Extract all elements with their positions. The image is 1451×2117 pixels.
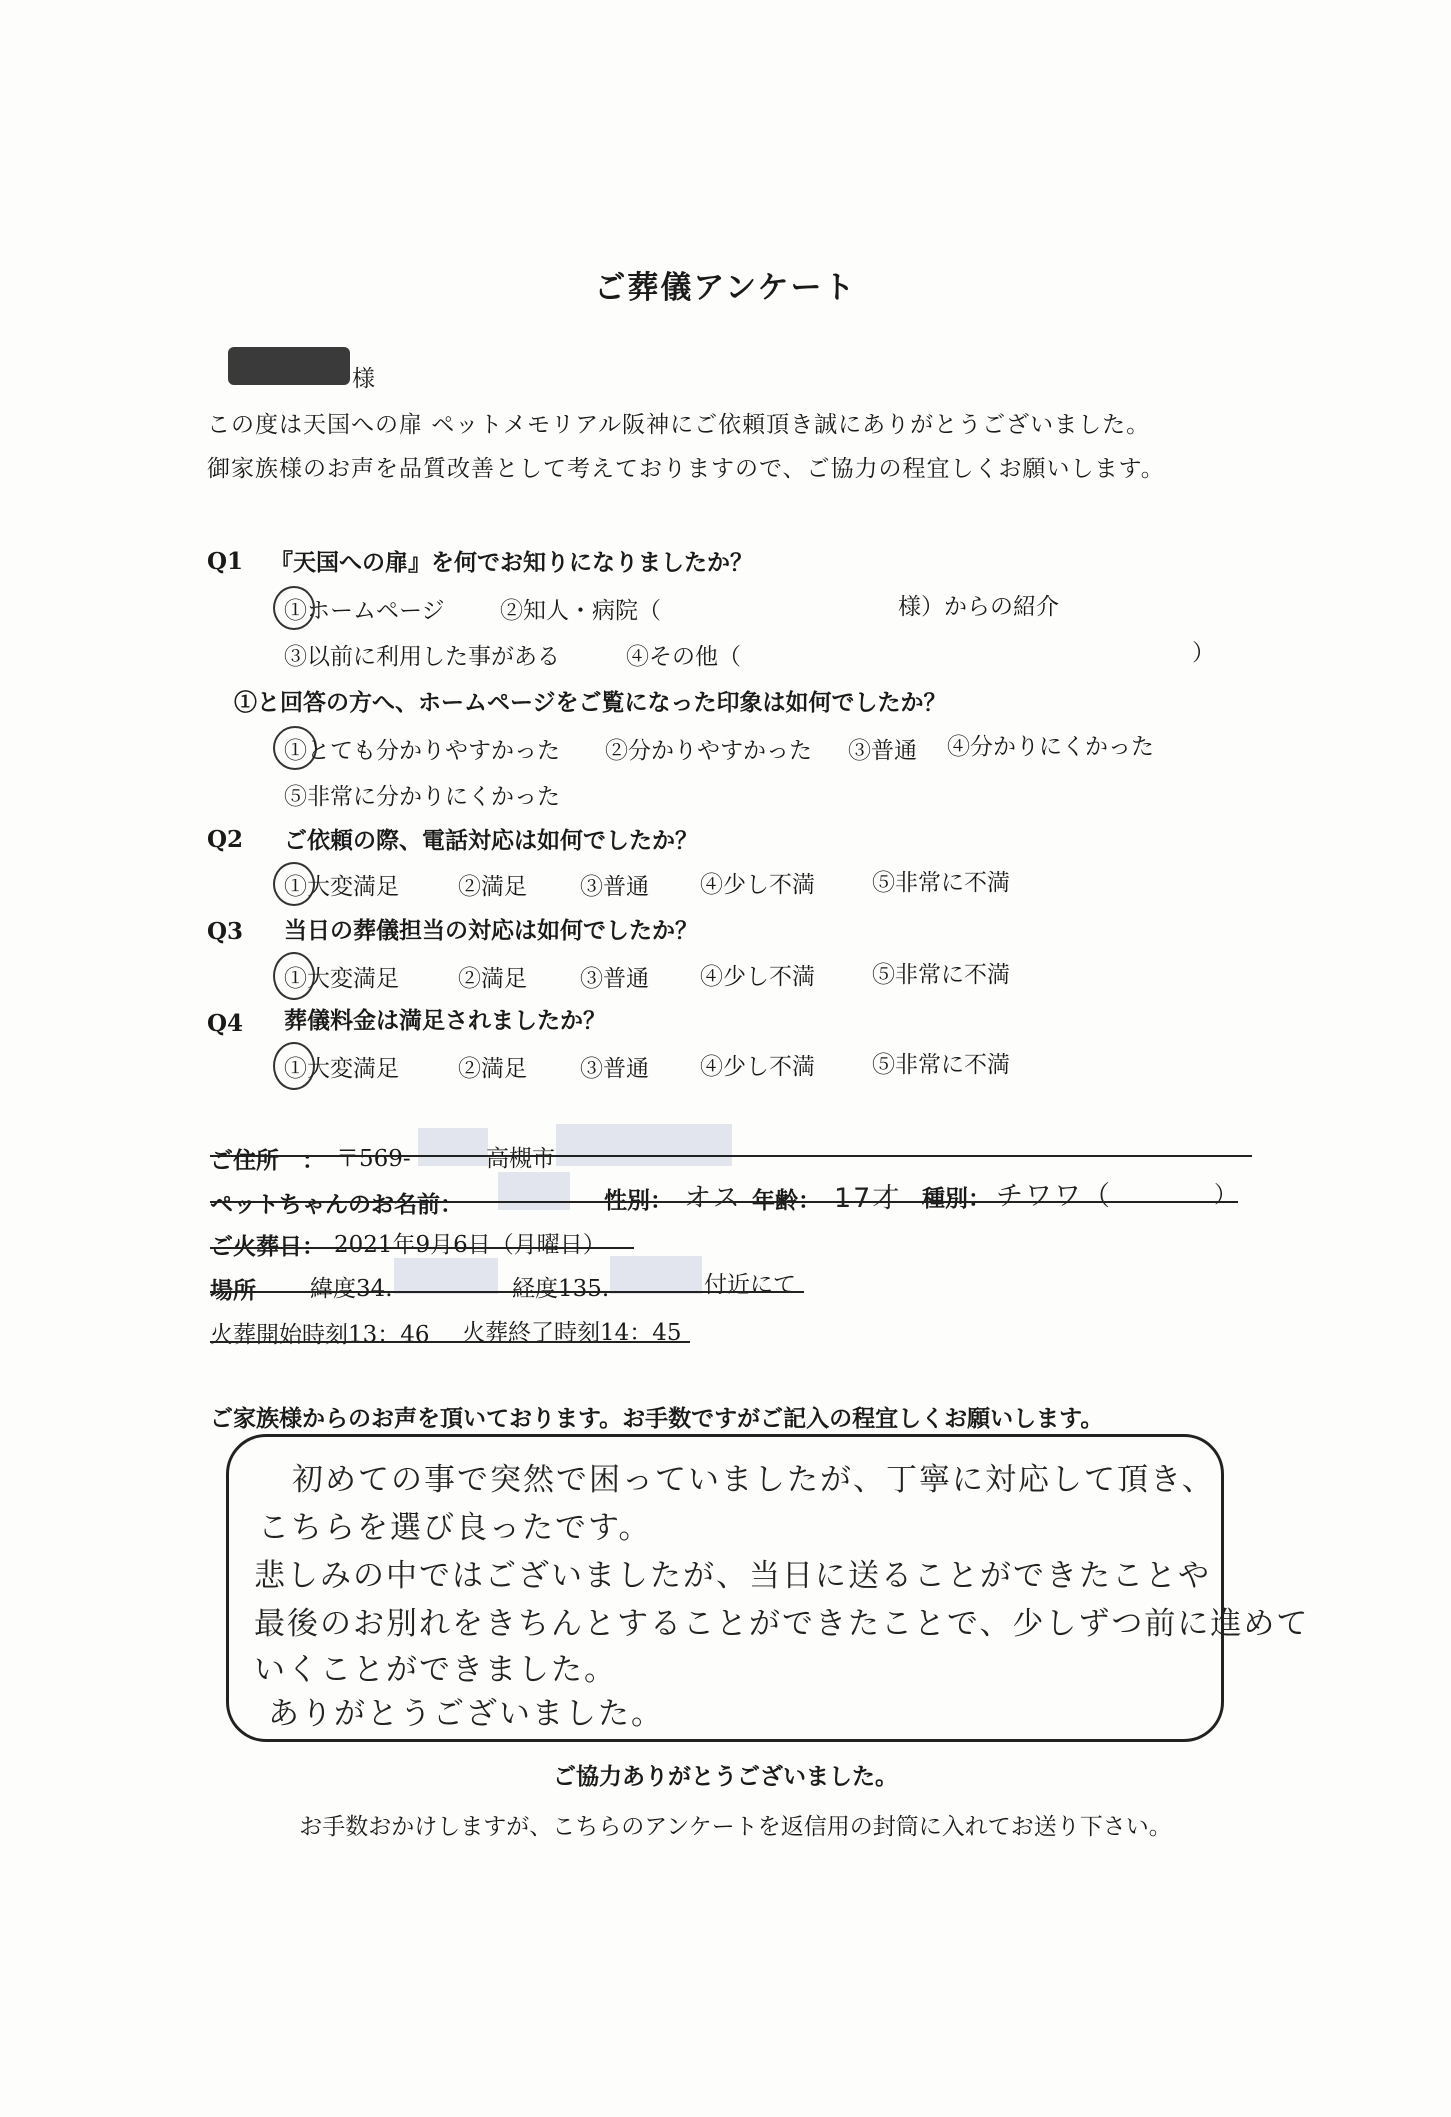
q1-option-3[interactable]: ③以前に利用した事がある xyxy=(284,644,560,670)
q2-option-4[interactable]: ④少し不満 xyxy=(700,872,815,898)
q1-sub-option-4[interactable]: ④分かりにくかった xyxy=(947,734,1154,760)
q1-sub-option-5[interactable]: ⑤非常に分かりにくかった xyxy=(284,784,560,810)
q1-option-2[interactable]: ②知人・病院（ xyxy=(500,598,661,624)
longitude[interactable]: 経度135. xyxy=(512,1276,610,1302)
q2-option-1[interactable]: ①大変満足 xyxy=(284,874,399,900)
q2-label: Q2 xyxy=(207,826,244,853)
q4-option-3[interactable]: ③普通 xyxy=(580,1056,649,1082)
q4-option-5[interactable]: ⑤非常に不満 xyxy=(872,1052,1010,1078)
q3-option-1[interactable]: ①大変満足 xyxy=(284,966,399,992)
intro-line-1: この度は天国への扉 ペットメモリアル阪神にご依頼頂き誠にありがとうございました。 xyxy=(207,412,1151,438)
salutation: 様 xyxy=(352,366,375,392)
q3-label: Q3 xyxy=(207,918,244,945)
redacted-latitude xyxy=(394,1258,498,1294)
redacted-longitude xyxy=(610,1256,702,1294)
q1-sub-option-2[interactable]: ②分かりやすかった xyxy=(605,738,812,764)
q3-option-3[interactable]: ③普通 xyxy=(580,966,649,992)
q1-option-1[interactable]: ①ホームページ xyxy=(284,598,445,624)
q4-label: Q4 xyxy=(207,1010,244,1037)
q3-option-2[interactable]: ②満足 xyxy=(458,966,527,992)
sex-label: 性別： xyxy=(604,1187,673,1214)
cremation-start-time[interactable]: 火葬開始時刻13：46 xyxy=(210,1322,430,1348)
q1-label: Q1 xyxy=(207,548,244,575)
address-underline xyxy=(210,1155,1252,1157)
q1-question: 『天国への扉』を何でお知りになりましたか？ xyxy=(270,549,753,576)
q4-option-4[interactable]: ④少し不満 xyxy=(700,1054,815,1080)
q4-question: 葬儀料金は満足されましたか？ xyxy=(284,1007,606,1034)
breed-value[interactable]: チワワ（ xyxy=(996,1181,1112,1212)
time-underline xyxy=(210,1341,690,1343)
q1-sub-question: ①と回答の方へ、ホームページをご覧になった印象は如何でしたか？ xyxy=(234,689,947,716)
comment-line-1: 初めての事で突然で困っていましたが、丁寧に対応して頂き、 xyxy=(292,1462,1215,1498)
cremation-date[interactable]: 2021年9月6日（月曜日） xyxy=(334,1232,606,1258)
date-label: ご火葬日： xyxy=(210,1233,325,1260)
cremation-end-time[interactable]: 火葬終了時刻14：45 xyxy=(462,1320,682,1346)
q1-sub-option-1[interactable]: ①とても分かりやすかった xyxy=(284,738,560,764)
age-label: 年齢： xyxy=(752,1187,821,1214)
comment-line-2: こちらを選び良ったです。 xyxy=(258,1510,652,1546)
comment-line-4: 最後のお別れをきちんとすることができたことで、少しずつ前に進めて xyxy=(254,1606,1310,1642)
q4-option-1[interactable]: ①大変満足 xyxy=(284,1056,399,1082)
sex-value[interactable]: オス xyxy=(684,1183,742,1214)
q3-question: 当日の葬儀担当の対応は如何でしたか？ xyxy=(284,917,698,944)
breed-label: 種別： xyxy=(922,1185,991,1212)
q4-option-2[interactable]: ②満足 xyxy=(458,1056,527,1082)
redacted-postal xyxy=(418,1128,488,1166)
q1-sub-option-3[interactable]: ③普通 xyxy=(848,738,917,764)
q1-option-4-close: ） xyxy=(1192,640,1215,666)
pet-name-label: ペットちゃんのお名前： xyxy=(210,1191,463,1218)
footer-thanks: ご協力ありがとうございました。 xyxy=(553,1763,898,1790)
redacted-pet-name xyxy=(498,1172,570,1210)
q2-question: ご依頼の際、電話対応は如何でしたか？ xyxy=(284,827,698,854)
q2-option-5[interactable]: ⑤非常に不満 xyxy=(872,870,1010,896)
place-suffix: 付近にて xyxy=(704,1272,796,1298)
q2-option-2[interactable]: ②満足 xyxy=(458,874,527,900)
age-value[interactable]: 17才 xyxy=(834,1183,902,1214)
date-underline xyxy=(210,1247,634,1249)
comment-line-5: いくことができました。 xyxy=(254,1652,617,1688)
breed-close: ） xyxy=(1214,1182,1237,1208)
q3-option-4[interactable]: ④少し不満 xyxy=(700,964,815,990)
comment-prompt: ご家族様からのお声を頂いております。お手数ですがご記入の程宜しくお願いします。 xyxy=(210,1405,1104,1432)
address-city[interactable]: 高槻市 xyxy=(486,1146,555,1172)
comment-line-6: ありがとうございました。 xyxy=(268,1696,664,1732)
q2-option-3[interactable]: ③普通 xyxy=(580,874,649,900)
q3-option-5[interactable]: ⑤非常に不満 xyxy=(872,962,1010,988)
intro-line-2: 御家族様のお声を品質改善として考えておりますので、ご協力の程宜しくお願いします。 xyxy=(207,456,1165,482)
survey-title: ご葬儀アンケート xyxy=(594,270,857,306)
q1-option-2-suffix: 様）からの紹介 xyxy=(898,594,1059,620)
place-underline xyxy=(210,1291,804,1293)
place-label: 場所 xyxy=(210,1277,256,1304)
address-label: ご住所 ： xyxy=(210,1147,325,1174)
latitude[interactable]: 緯度34. xyxy=(310,1276,393,1302)
footer-instruction: お手数おかけしますが、こちらのアンケートを返信用の封筒に入れてお送り下さい。 xyxy=(299,1814,1172,1840)
redacted-customer-name xyxy=(228,347,350,385)
q1-option-4[interactable]: ④その他（ xyxy=(626,644,741,670)
pet-underline xyxy=(210,1201,1238,1203)
redacted-address xyxy=(556,1124,732,1166)
q1-selection-circle xyxy=(273,586,315,630)
comment-line-3: 悲しみの中ではございましたが、当日に送ることができたことや xyxy=(254,1558,1211,1594)
postal-code[interactable]: 〒569- xyxy=(336,1146,411,1172)
